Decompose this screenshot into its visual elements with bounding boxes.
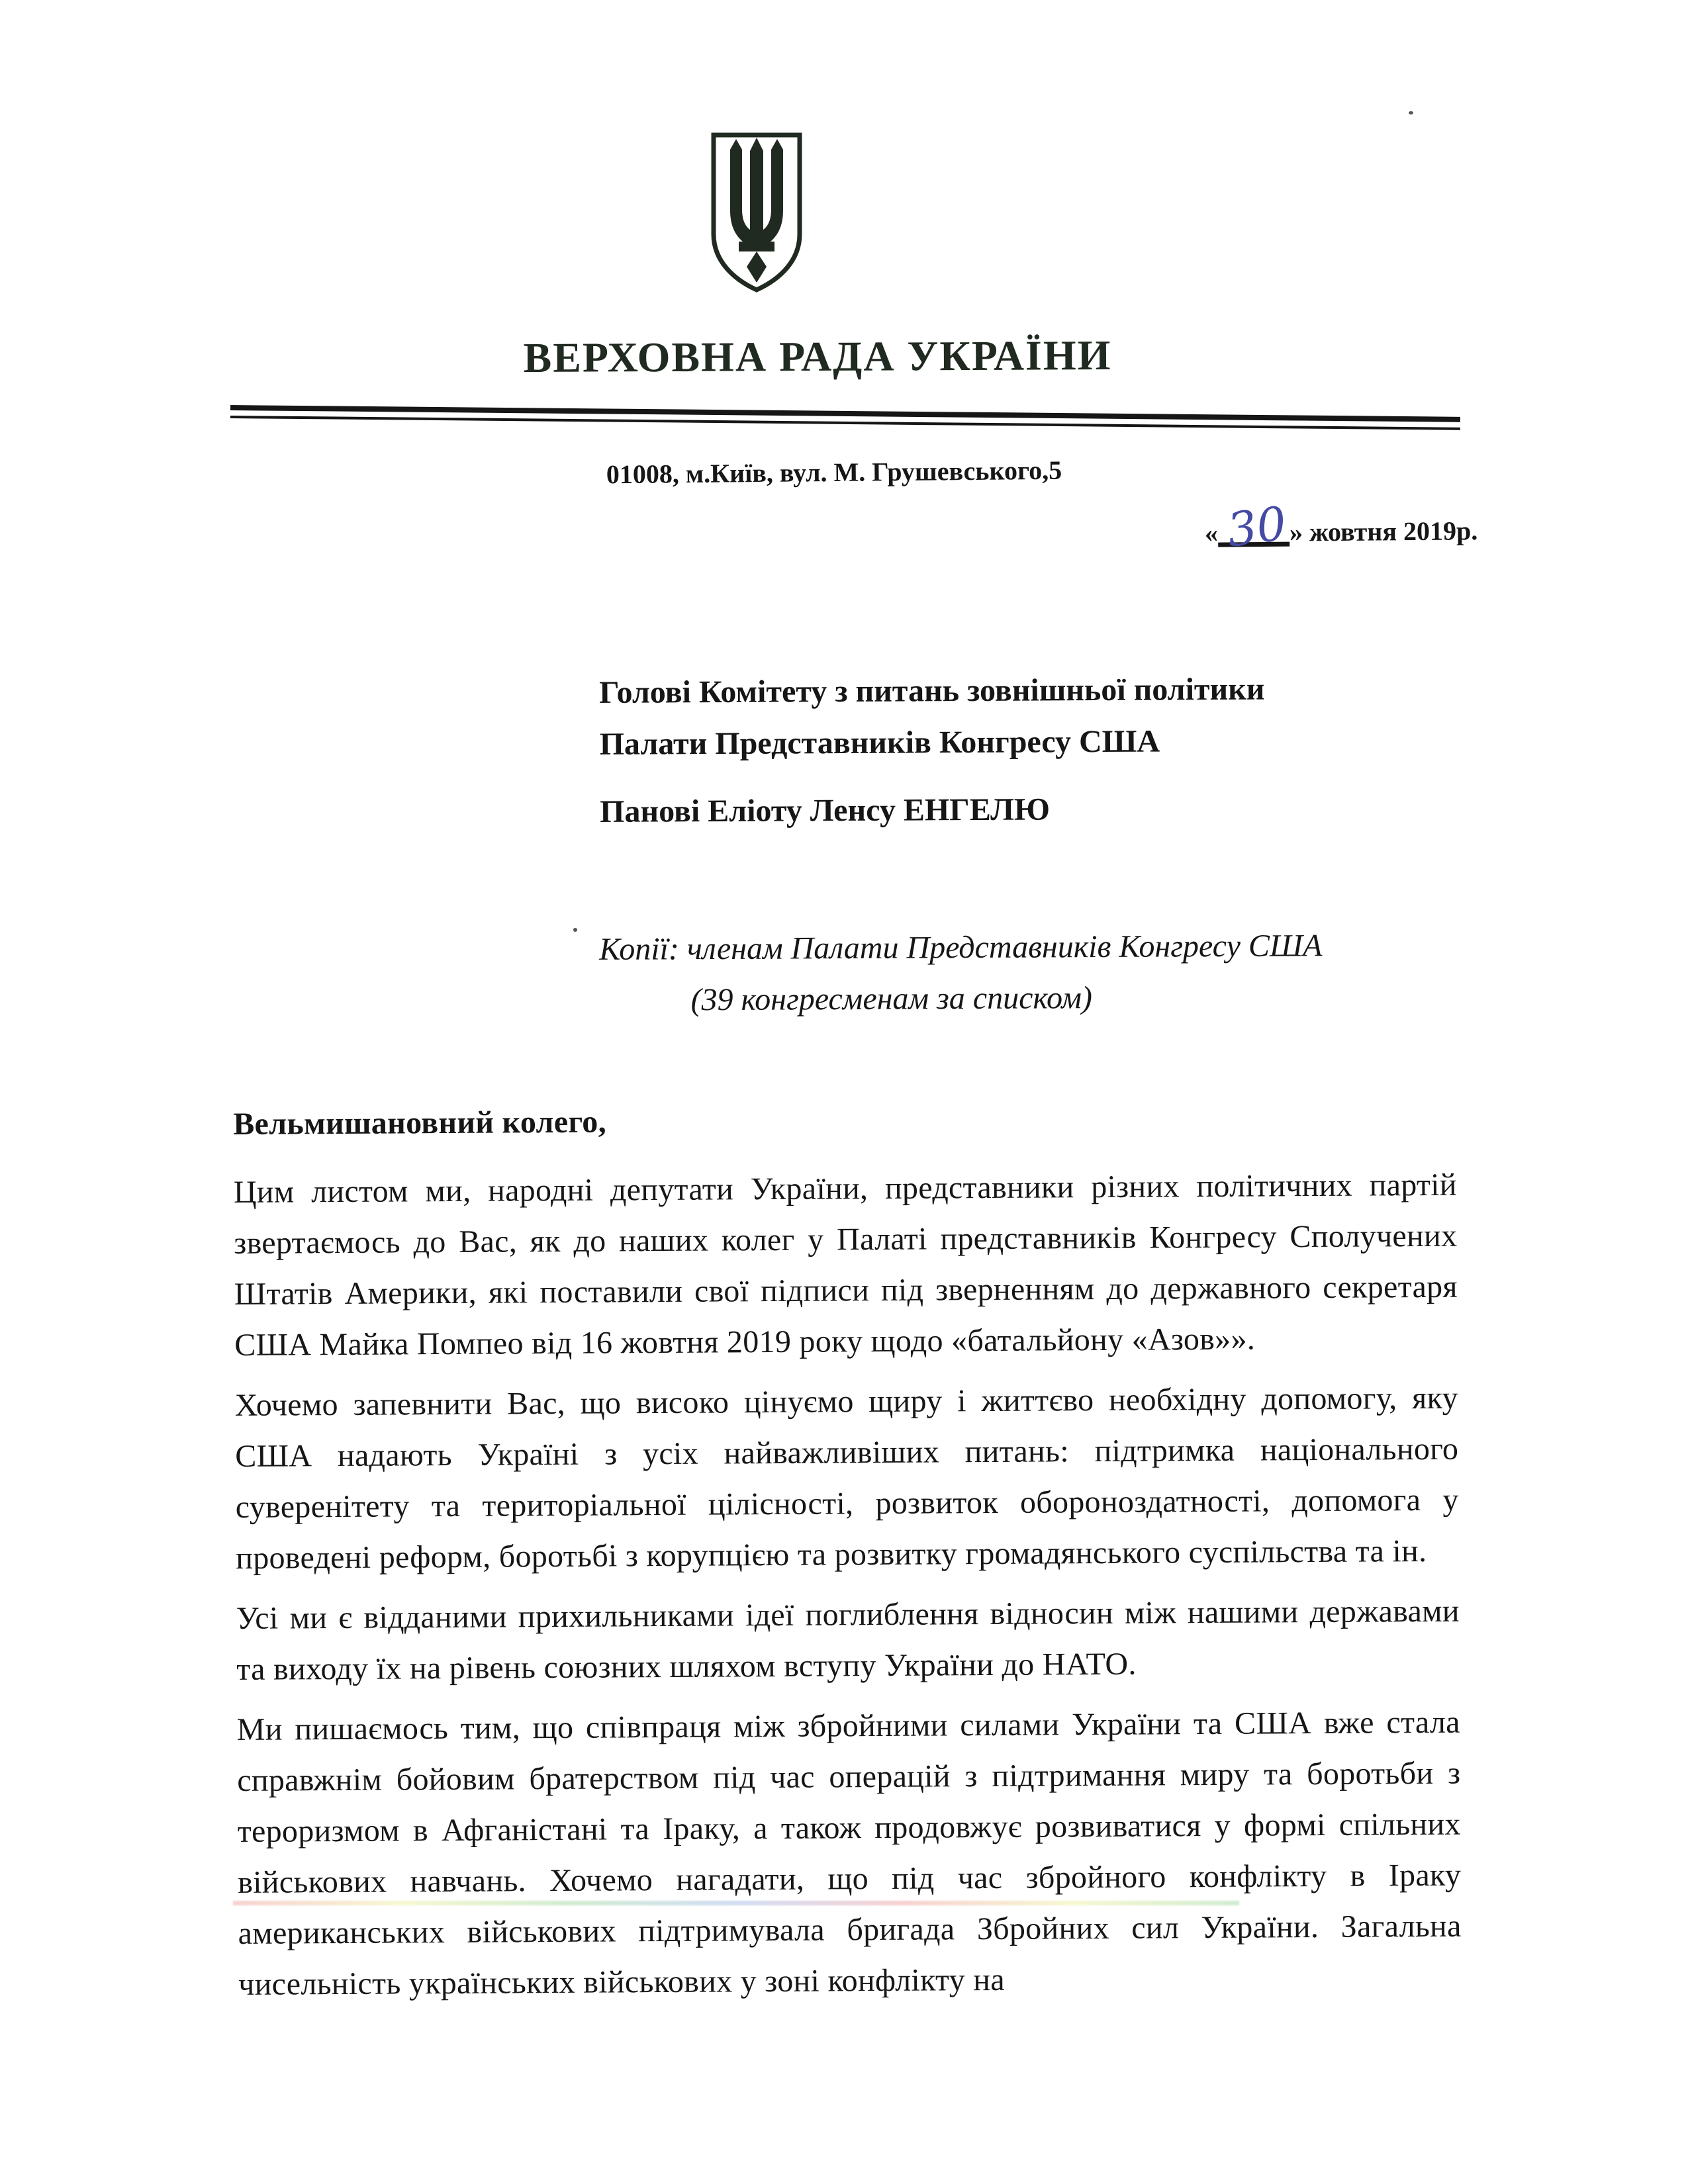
header-rule xyxy=(230,405,1460,430)
date-rest: » жовтня 2019р. xyxy=(1289,516,1478,547)
body-paragraph-1: Цим листом ми, народні депутати України, представники різних політичних партій звертаємось до Вас, як до наших колег у Палаті представників Конгресу Сполучених Штатів Америки, які поставили свої підписи під зверненням до державного секретаря США Майка Помпео від 16 жовтня 2019 року щодо «батальйону «Азов»». xyxy=(233,1167,1458,1363)
recipient-block xyxy=(599,664,1266,838)
date-day-underline xyxy=(1218,496,1289,558)
recipient-line-1: Голові Комітету з питань зовнішньої політики xyxy=(599,671,1265,710)
body-paragraph-3: Усі ми є відданими прихильниками ідеї поглиблення відносин між нашими державами та виходу їх на рівень союзних шляхом вступу України до НАТО. xyxy=(236,1593,1460,1687)
coat-of-arms-ukraine-icon xyxy=(710,131,804,294)
body-paragraph-2: Хочемо запевнити Вас, що високо цінуємо щиру і життєво необхідну допомогу, яку США надають Україні з усіх найважливіших питань: підтримка національного суверенітету та територіальної цілісності, розвиток обороноздатності, допомога у проведені реформ, боротьбі з корупцією та розвитку громадянського суспільства та ін. xyxy=(234,1380,1459,1576)
letter-body xyxy=(233,1091,1462,2019)
recipient-line-3: Панові Еліоту Ленсу ЕНГЕЛЮ xyxy=(600,792,1051,829)
salutation: Вельмишановний колего, xyxy=(233,1104,607,1142)
org-name-title: ВЕРХОВНА РАДА УКРАЇНИ xyxy=(523,332,1112,381)
scan-color-fringe xyxy=(233,1901,1239,1905)
copies-line-1: Копії: членам Палати Представників Конгресу США xyxy=(599,928,1323,967)
copies-block xyxy=(599,920,1323,1026)
date-line xyxy=(1204,496,1478,558)
body-paragraph-4: Ми пишаємось тим, що співпраця між збройними силами України та США вже стала справжнім бойовим братерством під час операцій з підтримання миру та боротьби з тероризмом в Афганістані та Іраку, а також продовжує розвиватися у формі спільних військових навчань. Хочемо нагадати, що під час збройного конфлікту в Іраку американських військових підтримувала бригада Збройних сил України. Загальна чисельність українських військових у зоні конфлікту на xyxy=(236,1704,1462,2002)
copies-line-2: (39 конгресменам за списком) xyxy=(690,980,1092,1018)
scan-speck xyxy=(1409,111,1413,114)
address-line: 01008, м.Київ, вул. М. Грушевського,5 xyxy=(606,455,1062,490)
recipient-line-2: Палати Представників Конгресу США xyxy=(599,723,1160,762)
date-open-quote: « xyxy=(1204,518,1219,548)
scan-speck xyxy=(573,928,577,932)
handwritten-day: 30 xyxy=(1223,496,1289,558)
